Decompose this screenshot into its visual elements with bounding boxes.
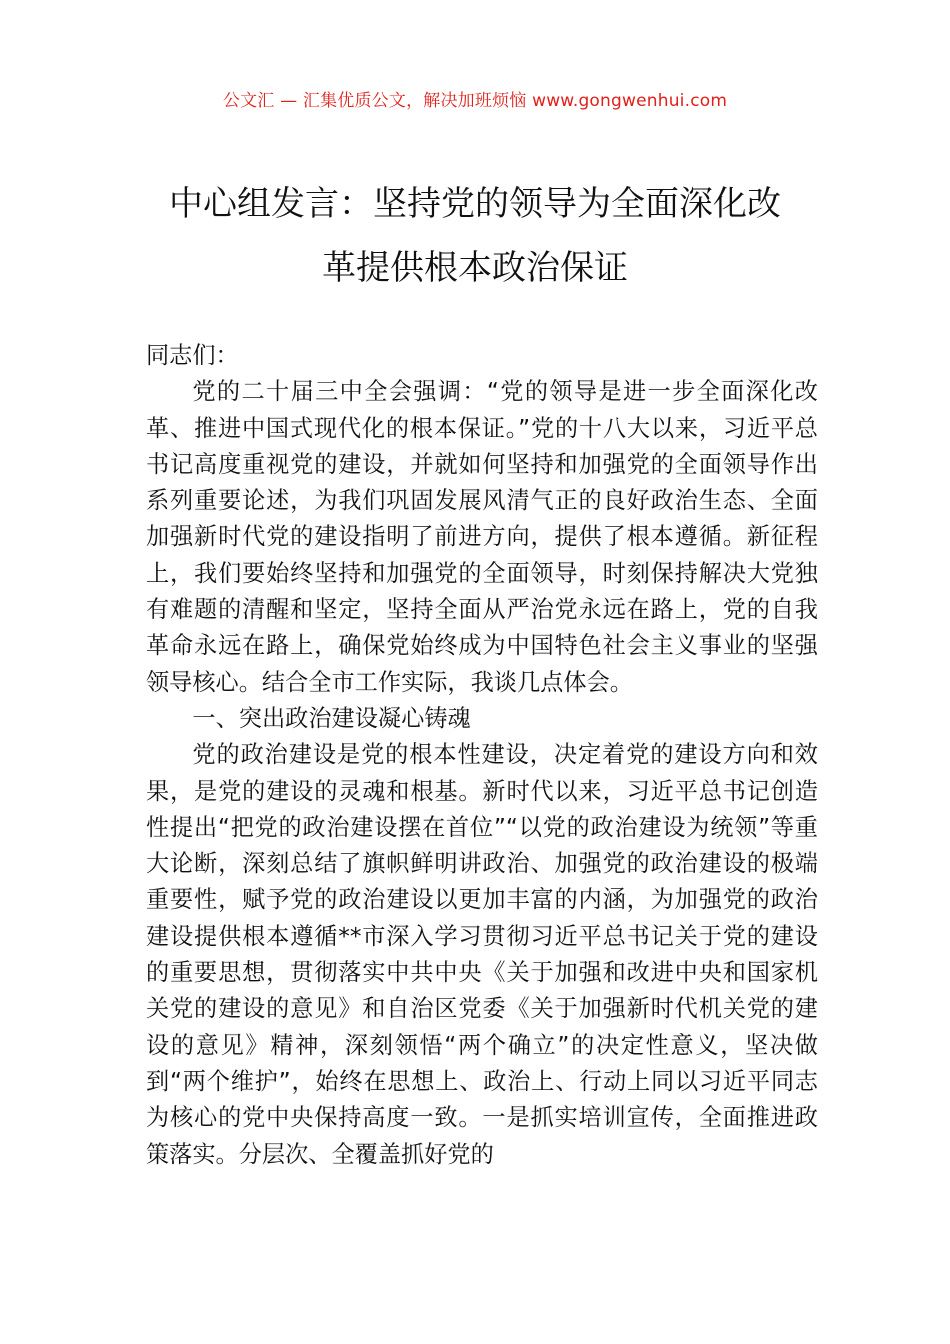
document-title-line-2: 革提供根本政治保证 [322,248,628,288]
salutation: 同志们： [146,342,239,369]
paragraph-political-construction: 党的政治建设是党的根本性建设，决定着党的建设方向和效果，是党的建设的灵魂和根基。新时代以来，习近平总书记创造性提出“把党的政治建设摆在首位”“以党的政治建设为统领”等重大论断，深刻总结了旗帜鲜明讲政治、加强党的政治建设的极端重要性，赋予党的政治建设以更加丰富的内涵，为加强党的政治建设提供根本遵循**市深入学习贯彻习近平总书记关于党的建设的重要思想，贯彻落实中共中央《关于加强和改进中央和国家机关党的建设的意见》和自治区党委《关于加强新时代机关党的建设的意见》精神，深刻领悟“两个确立”的决定性意义，坚决做到“两个维护”，始终在思想上、政治上、行动上同以习近平同志为核心的党中央保持高度一致。一是抓实培训宣传，全面推进政策落实。分层次、全覆盖抓好党的 [146,741,818,1168]
paragraph-intro: 党的二十届三中全会强调：“党的领导是进一步全面深化改革、推进中国式现代化的根本保证。”党的十八大以来，习近平总书记高度重视党的建设，并就如何坚持和加强党的全面领导作出系列重要论述，为我们巩固发展风清气正的良好政治生态、全面加强新时代党的建设指明了前进方向，提供了根本遵循。新征程上，我们要始终坚持和加强党的全面领导，时刻保持解决大党独有难题的清醒和坚定，坚持全面从严治党永远在路上，党的自我革命永远在路上，确保党始终成为中国特色社会主义事业的坚强领导核心。结合全市工作实际，我谈几点体会。 [146,378,818,696]
document-title [120,172,830,300]
site-banner: 公文汇 — 汇集优质公文，解决加班烦恼 www.gongwenhui.com [222,91,728,111]
document-title-line-1: 中心组发言：坚持党的领导为全面深化改 [169,184,781,224]
document-body [146,338,818,1173]
section-heading-1: 一、突出政治建设凝心铸魂 [192,704,471,732]
